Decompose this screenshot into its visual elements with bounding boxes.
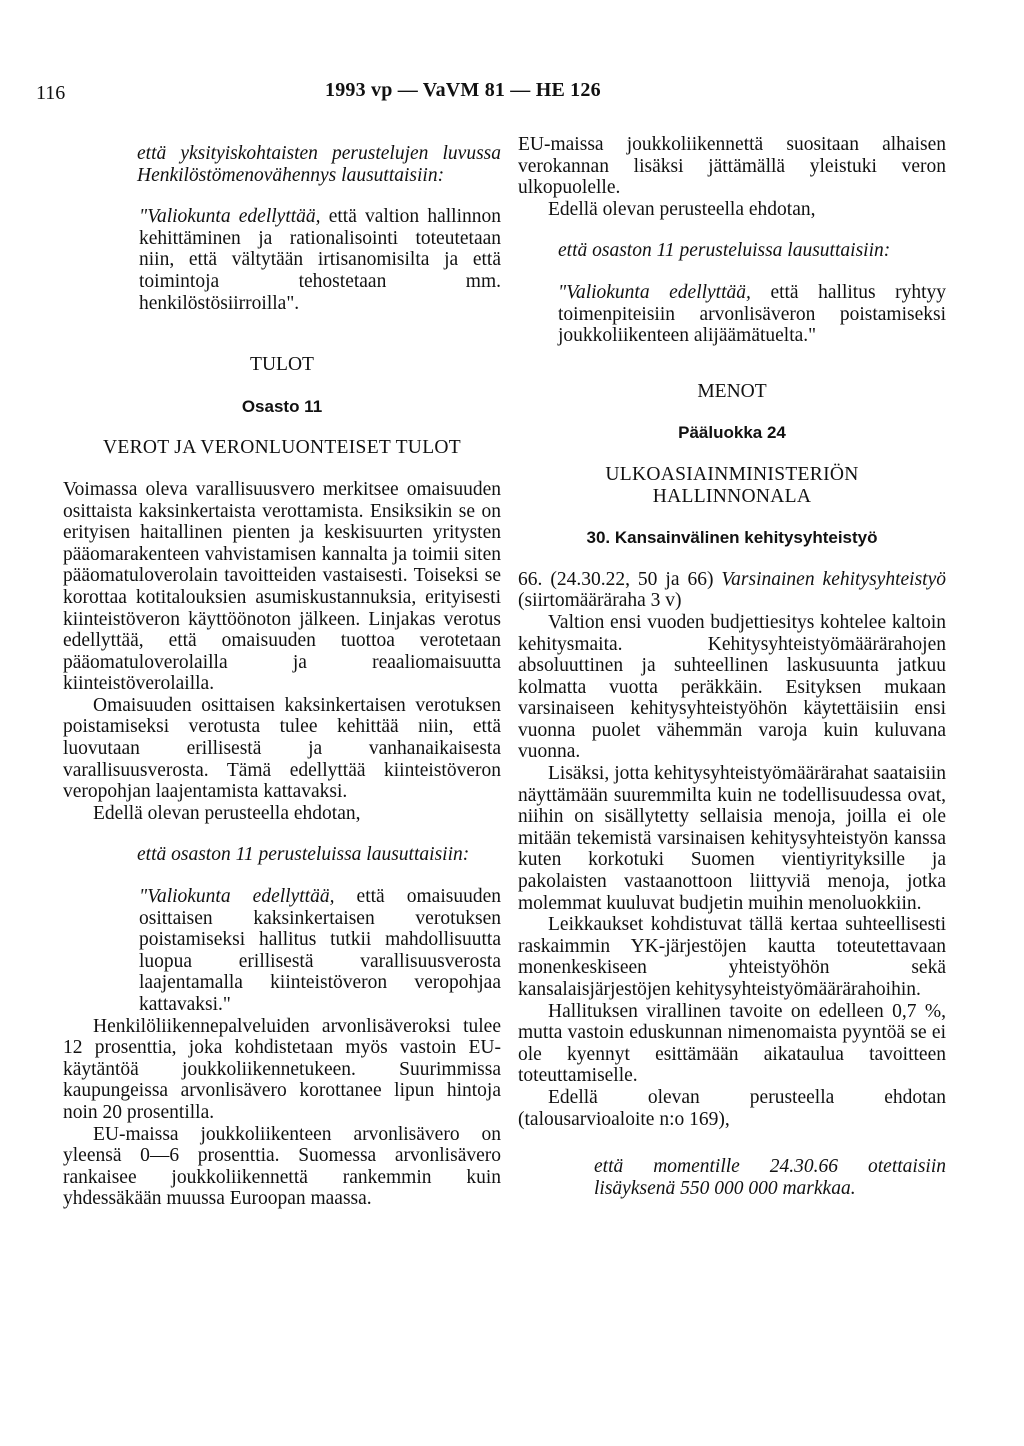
proposal-statement: että osaston 11 perusteluissa lausuttaisiin: (558, 240, 891, 262)
committee-quote (558, 282, 946, 347)
page-number: 116 (36, 82, 66, 104)
section-heading-verot: VEROT JA VERONLUONTEISET TULOT (102, 437, 461, 459)
quote-text: että omaisuuden osittaisen kaksinkertaisen verotuksen poistamiseksi hallitus tutkii mahdollisuutta luopua erillisestä varallisuusverosta laajentamalla kiinteistöveron veropohjaa kattavaksi." (139, 886, 501, 1015)
body-paragraph: Edellä olevan perusteella ehdotan (talousarvioaloite n:o 169), (518, 1086, 946, 1130)
body-paragraph: EU-maissa joukkoliikennettä suositaan alhaisen verokannan lisäksi jättämällä yleistuki veron ulkopuolelle. (518, 134, 946, 199)
body-paragraph: Valtion ensi vuoden budjettiesitys kohtelee kaltoin kehitysmaita. Kehitysyhteistyömäärärahojen absoluuttinen ja suhteellinen laskusuunta jatkuu kolmatta vuotta peräkkäin. Esityksen mukaan varsinaiseen kehitysyhteistyöhön käytettäisiin ensi vuonna puolet vähemmän varoja kuin kuluvana vuonna. (518, 611, 946, 763)
body-paragraph: EU-maissa joukkoliikenteen arvonlisävero on yleensä 0—6 prosenttia. Suomessa arvonlisävero rankaisee joukkoliikennettä rankemmin kuin yhdessäkään muussa Euroopan maassa. (63, 1123, 501, 1210)
body-paragraph: Edellä olevan perusteella ehdotan, (548, 198, 816, 220)
body-paragraph: Voimassa oleva varallisuusvero merkitsee omaisuuden osittaista kaksinkertaista verottamista. Ensiksikin se on erityisen haitallinen pienten ja keskisuurten yritysten pääomarakenteen vahvistamisen kannalta ja toimii siten pääomatuloverolain tavoitteiden vastaisesti. Toiseksi se korottaa kotitalouksien asumiskustannuksia, erityisesti kiinteistöveron käyttöönoton jälkeen. Linjakas verotus edellyttää, että omaisuuden tuottoa verotetaan pääomatuloverolailla ja reaaliomaisuutta kiinteistöverolailla. (63, 478, 501, 695)
appropriation-item (518, 569, 946, 612)
quote-emphasis: "Valiokunta edellyttää, (139, 886, 335, 908)
body-paragraph: Omaisuuden osittaisen kaksinkertaisen verotuksen poistamiseksi verotusta tulee kehittää niin, että luovutaan erillisestä ja vanhanaikaisesta varallisuusverosta. Tämä edellyttää kiinteistöveron veropohjan laajentamista kattavaksi. (63, 694, 501, 803)
proposal-statement: että osaston 11 perusteluissa lausuttaisiin: (137, 844, 470, 866)
proposal-statement: että momentille 24.30.66 otettaisiin lisäyksenä 550 000 000 markkaa. (594, 1156, 946, 1199)
body-paragraph: Lisäksi, jotta kehitysyhteistyömäärärahat saataisiin näyttämään suuremmilta kuin ne todellisuudessa ovat, niihin on sisällytetty sellaisia menoja, joilla ei ole mitään tekemistä varsinaisen kehitysyhteistyön kanssa kuten korkotuki Suomen vientiyrityksille ja pakolaisten vastaanottoon liittyviä menoja, jotka molemmat kuuluvat budjetin muihin menoluokkiin. (518, 763, 946, 914)
body-paragraph: Hallituksen virallinen tavoite on edelleen 0,7 %, mutta vastoin eduskunnan nimenomaista pyyntöä se ei ole kyennyt esittämään aikataulua tavoitteen toteuttamiselle. (518, 1000, 946, 1087)
right-column (518, 134, 946, 1199)
running-header: 1993 vp — VaVM 81 — HE 126 (325, 79, 601, 101)
left-column (63, 143, 501, 1210)
body-paragraph: Leikkaukset kohdistuvat tällä kertaa suhteellisesti raskaimmin YK-järjestöjen kautta toteutettavaan monenkeskiseen yhteistyöhön sekä kansalaisjärjestöjen kehitysyhteistyömäärärahoihin. (518, 914, 946, 1000)
section-heading-menot: MENOT (697, 380, 767, 402)
item-type: (siirtomääräraha 3 v) (518, 590, 682, 612)
quote-text: että valtion hallinnon kehittäminen ja rationalisointi toteutetaan niin, että vältytään irtisanomisilta ja että toimintoja tehostetaan mm. henkilöstösiirroilla". (139, 206, 501, 314)
proposal-statement: että yksityiskohtaisten perustelujen luvussa Henkilöstömenovähennys lausuttaisiin: (137, 143, 501, 186)
quote-emphasis: "Valiokunta edellyttää, (558, 281, 751, 303)
body-paragraph: Edellä olevan perusteella ehdotan, (93, 802, 361, 824)
item-number: 66. (24.30.22, 50 ja 66) (518, 568, 722, 590)
quote-text: että hallitus ryhtyy toimenpiteisiin arvonlisäveron poistamiseksi joukkoliikenteen alijäämätuelta." (558, 281, 946, 347)
committee-quote (139, 206, 501, 314)
section-heading-osasto: Osasto 11 (241, 396, 323, 416)
section-heading-paaluokka: Pääluokka 24 (678, 423, 786, 443)
section-heading-ulkoasiainministerio: ULKOASIAINMINISTERIÖN HALLINNONALA (605, 463, 859, 507)
committee-quote (139, 886, 501, 1016)
item-title: Varsinainen kehitysyhteistyö (721, 568, 946, 590)
body-paragraph: Henkilöliikennepalveluiden arvonlisäveroksi tulee 12 prosenttia, joka kohdistetaan myös vastoin EU-käytäntöä joukkoliikennetukeen. Suurimmissa kaupungeissa arvonlisävero korottanee lipun hintoja noin 20 prosentilla. (63, 1015, 501, 1123)
quote-emphasis: "Valiokunta edellyttää, (139, 206, 321, 228)
section-heading-kehitysyhteistyo: 30. Kansainvälinen kehitysyhteistyö (586, 528, 878, 548)
section-heading-tulot: TULOT (250, 354, 314, 376)
